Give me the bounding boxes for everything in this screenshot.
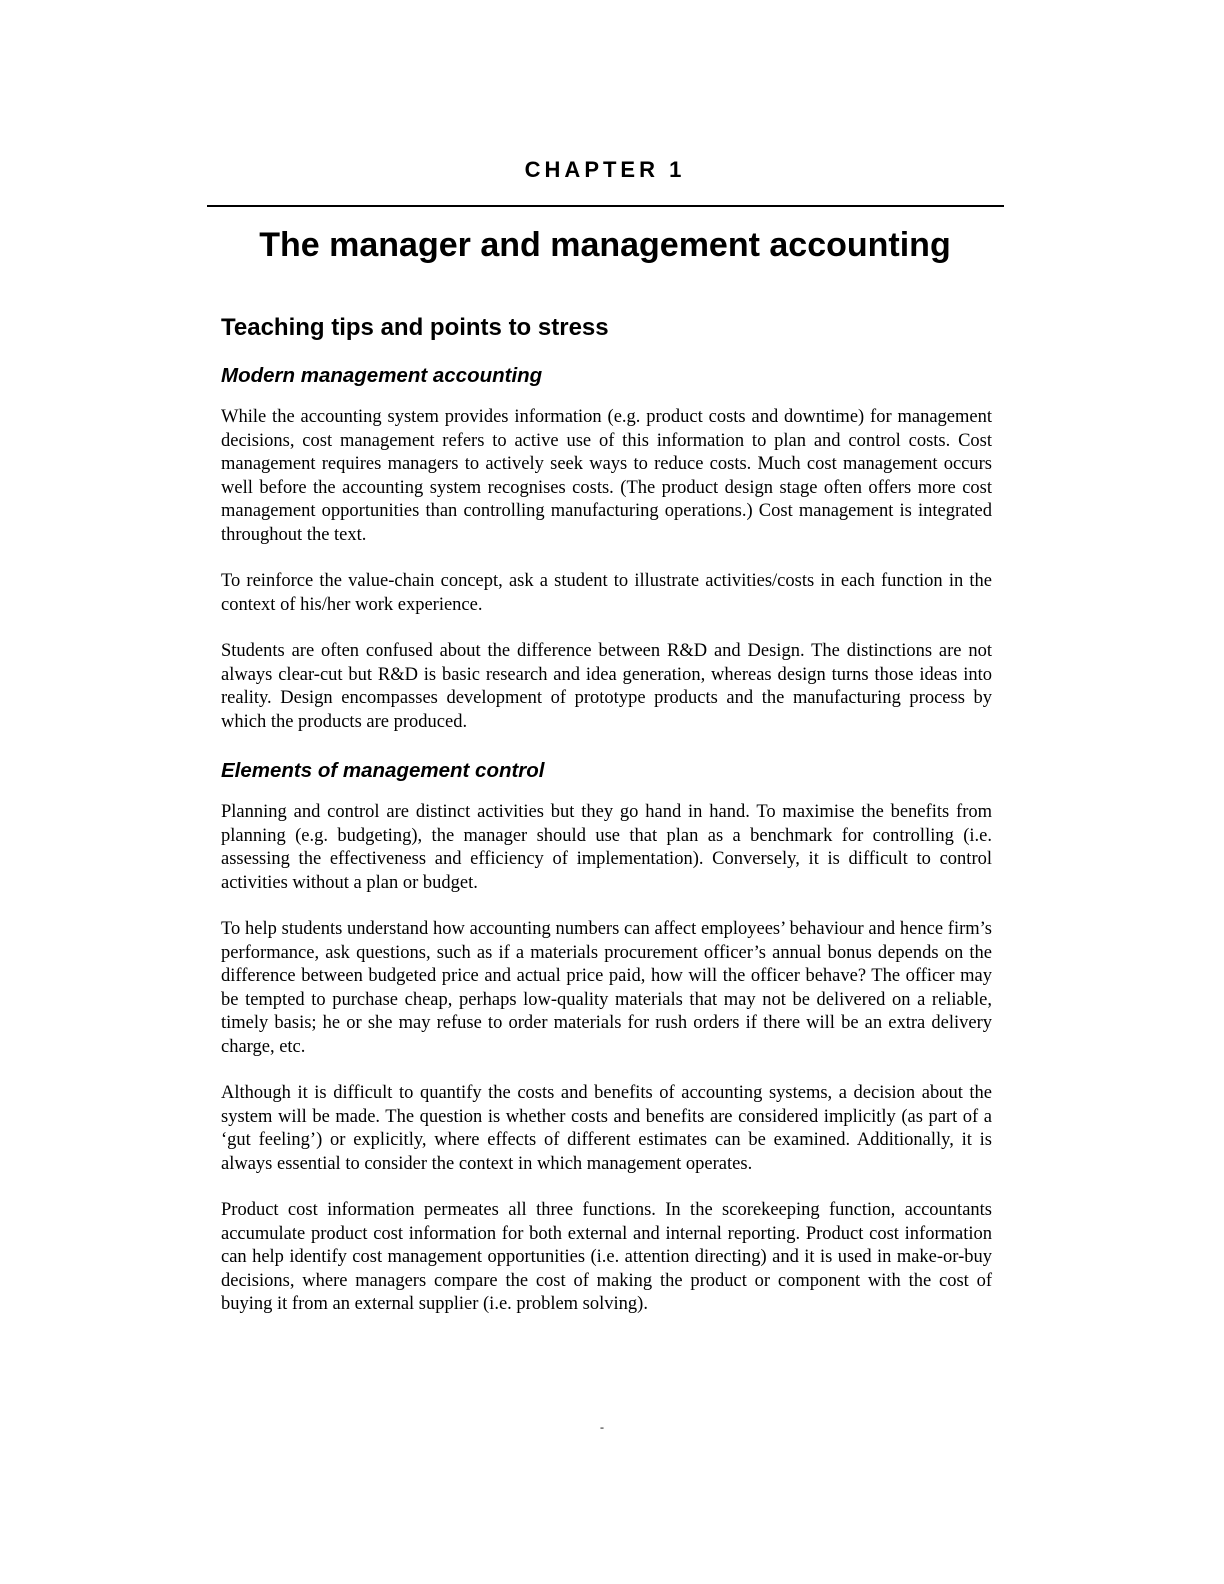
subsection-heading-modern-management-accounting: Modern management accounting [221, 364, 543, 387]
section-heading: Teaching tips and points to stress [221, 314, 609, 341]
paragraph: Although it is difficult to quantify the costs and benefits of accounting systems, a decision about the system will be made. The question is whether costs and benefits are considered implicitly (as part of a ‘gut feeling’) or explicitly, where effects of different estimates can be examined. Additionally, it is always essential to consider the context in which management operates. [221, 1083, 992, 1174]
chapter-label: CHAPTER 1 [524, 157, 686, 182]
paragraph: Students are often confused about the difference between R&D and Design. The distinctions are not always clear-cut but R&D is basic research and idea generation, whereas design turns those ideas into reality. Design encompasses development of prototype products and the manufacturing process by which the products are produced. [221, 641, 992, 732]
paragraph: While the accounting system provides information (e.g. product costs and downtime) for management decisions, cost management refers to active use of this information to plan and control costs. Cost management requires managers to actively seek ways to reduce costs. Much cost management occurs well before the accounting system recognises costs. (The product design stage often offers more cost management opportunities than controlling manufacturing operations.) Cost management is integrated throughout the text. [221, 407, 992, 545]
paragraph: To help students understand how accounting numbers can affect employees’ behaviour and hence firm’s performance, ask questions, such as if a materials procurement officer’s annual bonus depends on the difference between budgeted price and actual price paid, how will the officer behave? The officer may be tempted to purchase cheap, perhaps low-quality materials that may not be delivered on a reliable, timely basis; he or she may refuse to order materials for rush orders if there will be an extra delivery charge, etc. [221, 919, 992, 1057]
chapter-title: The manager and management accounting [259, 226, 951, 264]
chapter-divider [207, 205, 1004, 207]
paragraph: Planning and control are distinct activities but they go hand in hand. To maximise the benefits from planning (e.g. budgeting), the manager should use that plan as a benchmark for controlling (i.e. assessing the effectiveness and efficiency of implementation). Conversely, it is difficult to control activities without a plan or budget. [221, 802, 992, 893]
paragraph: To reinforce the value-chain concept, ask a student to illustrate activities/costs in each function in the context of his/her work experience. [221, 571, 992, 615]
paragraph: Product cost information permeates all three functions. In the scorekeeping function, accountants accumulate product cost information for both external and internal reporting. Product cost information can help identify cost management opportunities (i.e. attention directing) and it is used in make-or-buy decisions, where managers compare the cost of making the product or component with the cost of buying it from an external supplier (i.e. problem solving). [221, 1200, 992, 1314]
subsection-heading-elements-of-management-control: Elements of management control [221, 759, 545, 782]
page-number-mark: - [600, 1420, 604, 1434]
page-content [221, 312, 992, 1340]
